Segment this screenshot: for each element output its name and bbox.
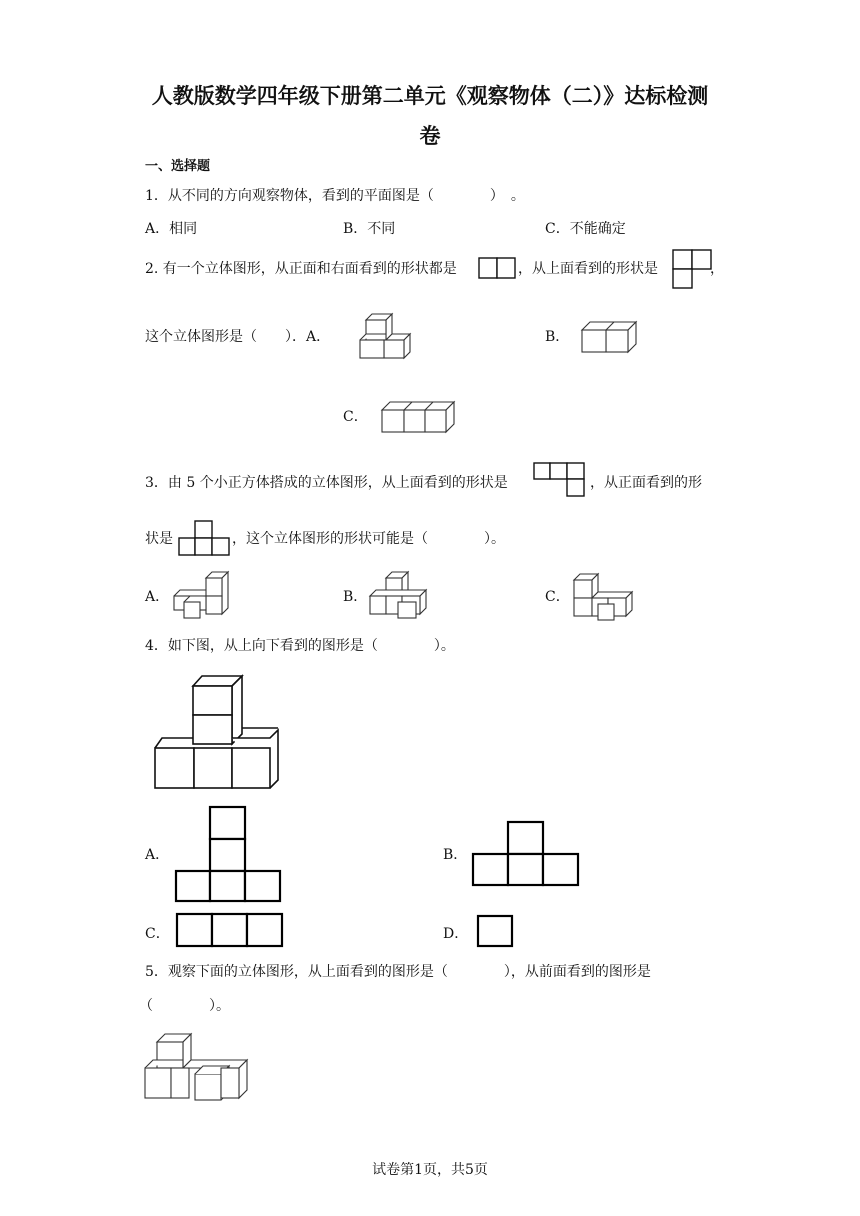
q1-option-b: B．不同 [343, 221, 396, 237]
section-heading: 一、选择题 [145, 159, 211, 174]
q1-option-a: A．相同 [145, 221, 198, 237]
q2-option-c-figure [380, 400, 456, 436]
page-footer: 试卷第1页，共5页 [372, 1162, 488, 1178]
q2-stem-part1: 2. 有一个立体图形，从正面和右面看到的形状都是 [145, 261, 457, 277]
q4-option-d-figure [476, 914, 516, 950]
q4-option-d-label: D． [443, 926, 469, 942]
q3-front-view-figure [178, 520, 232, 558]
q4-option-c-figure [175, 912, 287, 950]
q3-stem-line2b: ，这个立体图形的形状可能是（ ）。 [232, 531, 505, 547]
q2-option-c-label: C． [343, 409, 368, 425]
q3-top-view-figure [533, 462, 587, 500]
q1-option-c: C．不能确定 [545, 221, 626, 237]
q4-option-b-label: B． [443, 847, 468, 863]
q4-option-a-figure [173, 804, 285, 904]
q3-stem-part2: ，从正面看到的形 [590, 475, 702, 491]
q3-stem-line2a: 状是 [145, 531, 173, 547]
q2-stem-line2: 这个立体图形是（ ）．A． [145, 329, 331, 345]
q2-option-a-figure [358, 308, 412, 360]
q4-option-a-label: A． [145, 847, 170, 863]
q4-main-figure [150, 668, 280, 792]
q3-option-c-figure [572, 570, 634, 622]
q5-main-figure [143, 1032, 249, 1102]
q4-stem: 4．如下图，从上向下看到的图形是（ ）。 [145, 638, 455, 654]
q3-stem-part1: 3．由 5 个小正方体搭成的立体图形，从上面看到的形状是 [145, 475, 508, 491]
q5-stem-line2: （ ）。 [139, 998, 230, 1014]
q1-stem: 1．从不同的方向观察物体，看到的平面图是（ ） 。 [145, 188, 525, 204]
q3-option-a-figure [170, 570, 230, 620]
page-title-continued: 卷 [419, 124, 441, 148]
q5-stem-line1: 5．观察下面的立体图形，从上面看到的图形是（ ），从前面看到的图形是 [145, 964, 651, 980]
q2-front-view-figure [478, 256, 518, 280]
page-title: 人教版数学四年级下册第二单元《观察物体（二）》达标检测 [151, 84, 709, 108]
q3-option-b-label: B． [343, 589, 368, 605]
q3-option-b-figure [368, 570, 430, 620]
q2-option-b-figure [580, 320, 638, 356]
q3-option-a-label: A． [145, 589, 170, 605]
q4-option-c-label: C． [145, 926, 170, 942]
q3-option-c-label: C． [545, 589, 570, 605]
q4-option-b-figure [471, 820, 583, 888]
q2-stem-part2: ，从上面看到的形状是 [518, 261, 658, 277]
q2-stem-part3: ， [710, 261, 724, 277]
q2-option-b-label: B． [545, 329, 570, 345]
